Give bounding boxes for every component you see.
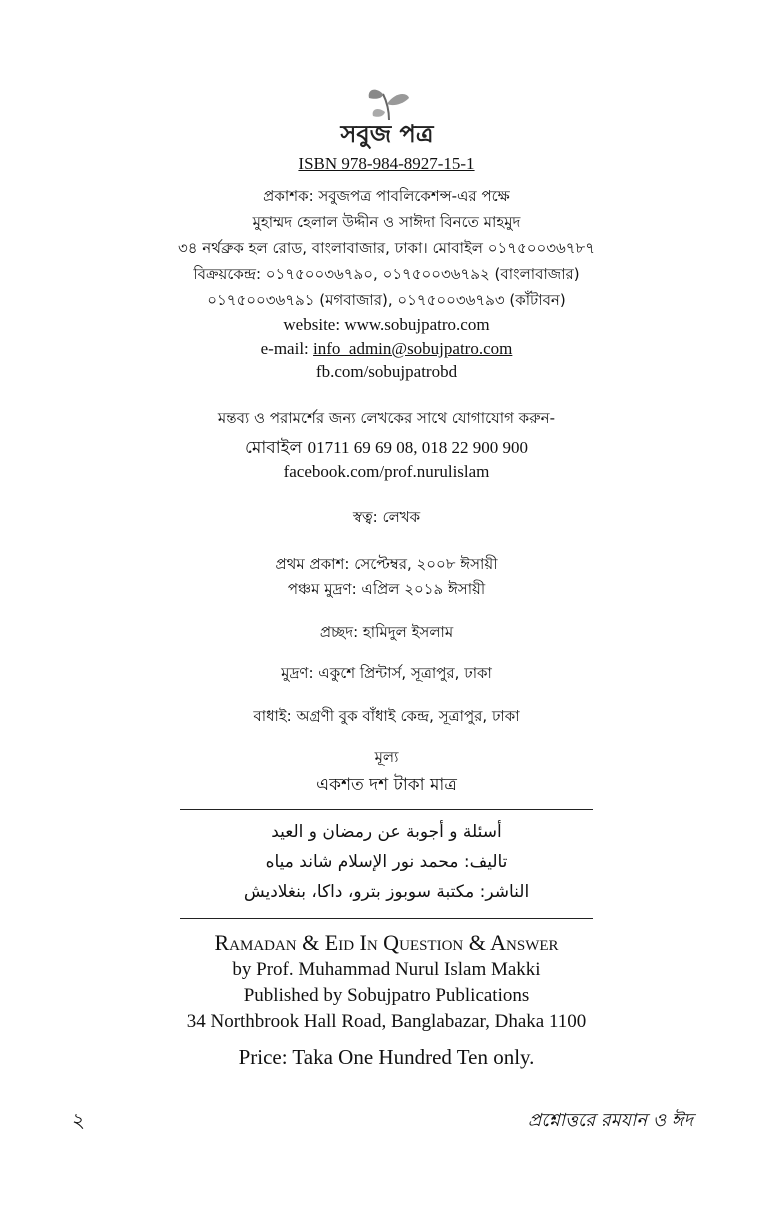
english-publisher: Published by Sobujpatro Publications [243, 985, 530, 1006]
isbn: ISBN 978-984-8927-15-1 [298, 154, 475, 173]
printer: মুদ্রণ: একুশে প্রিন্টার্স, সূত্রাপুর, ঢাকা [281, 664, 492, 682]
contact-intro: মন্তব্য ও পরামর্শের জন্য লেখকের সাথে যোগাযোগ করুন- [217, 409, 556, 427]
publisher-address: ৩৪ নর্থব্রুক হল রোড, বাংলাবাজার, ঢাকা। মোবাইল ০১৭৫০০৩৬৭৮৭ [178, 239, 595, 257]
logo-text: সবুজ পত্র [340, 120, 434, 148]
divider-bottom [180, 918, 593, 919]
fifth-printing: পঞ্চম মুদ্রণ: এপ্রিল ২০১৯ ঈসায়ী [287, 580, 486, 598]
price-value: একশত দশ টাকা মাত্র [316, 775, 457, 795]
running-title: প্রশ্নোত্তরে রমযান ও ঈদ [527, 1110, 693, 1131]
publisher-names: মুহাম্মদ হেলাল উদ্দীন ও সাঈদা বিনতে মাহমুদ [252, 213, 521, 231]
price-label: মূল্য [374, 748, 399, 766]
email-link[interactable]: info_admin@sobujpatro.com [313, 339, 513, 358]
author-mobile [0, 435, 773, 463]
publisher-line: প্রকাশক: সবুজপত্র পাবলিকেশন্স-এর পক্ষে [263, 187, 510, 205]
sales-centers-2: ০১৭৫০০৩৬৭৯১ (মগবাজার), ০১৭৫০০৩৬৭৯৩ (কাঁটাবন) [207, 291, 566, 309]
facebook-page[interactable]: fb.com/sobujpatrobd [315, 362, 458, 381]
binder: বাধাই: অগ্রণী বুক বাঁধাই কেন্দ্র, সূত্রাপুর, ঢাকা [253, 707, 520, 725]
arabic-publisher: الناشر: مكتبة سوبوز بترو، داكا، بنغلاديش [243, 882, 530, 902]
mobile-label: মোবাইল [245, 438, 308, 458]
first-edition: প্রথম প্রকাশ: সেপ্টেম্বর, ২০০৮ ঈসায়ী [275, 555, 498, 573]
website-line [0, 315, 773, 335]
website-label: website: [283, 315, 345, 334]
sales-centers: বিক্রয়কেন্দ্র: ০১৭৫০০৩৬৭৯০, ০১৭৫০০৩৬৭৯২ (বাংলাবাজার) [193, 265, 580, 283]
divider-top [180, 809, 593, 810]
english-title: Ramadan & Eid In Question & Answer [214, 930, 559, 955]
english-address: 34 Northbrook Hall Road, Banglabazar, Dhaka 1100 [186, 1011, 587, 1032]
author-facebook[interactable]: facebook.com/prof.nurulislam [283, 462, 490, 481]
arabic-title: أسئلة و أجوبة عن رمضان و العيد [271, 822, 502, 842]
cover-designer: প্রচ্ছদ: হামিদুল ইসলাম [319, 623, 454, 641]
publisher-logo [337, 82, 437, 154]
copyright: স্বত্ব: লেখক [352, 508, 421, 526]
mobile-numbers: 01711 69 69 08, 018 22 900 900 [307, 438, 528, 457]
english-author: by Prof. Muhammad Nurul Islam Makki [232, 959, 541, 980]
email-label: e-mail: [260, 339, 314, 358]
english-price: Price: Taka One Hundred Ten only. [238, 1045, 535, 1069]
website-link[interactable]: www.sobujpatro.com [344, 315, 490, 334]
page-number: ২ [72, 1108, 86, 1132]
email-line [0, 339, 773, 359]
arabic-author: تاليف: محمد نور الإسلام شاند مياه [265, 852, 508, 872]
